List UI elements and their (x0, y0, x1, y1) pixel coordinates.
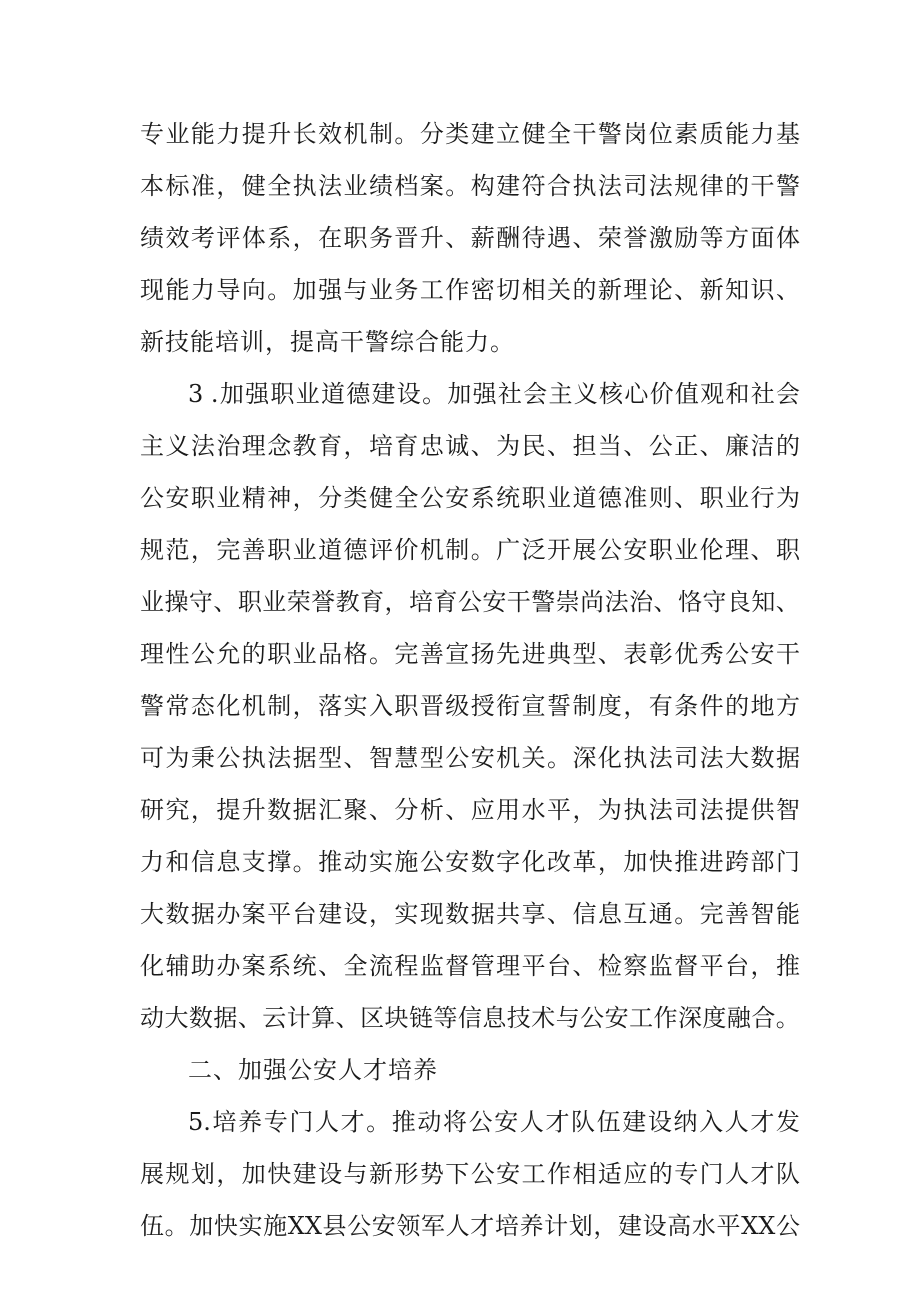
text-line: 大 数 据 办 案 平 台 建 设 ， 实 现 数 据 共 享 、 信 息 互 通 。 完 善 智 能 (140, 900, 800, 928)
text-line: 展 规 划 ， 加 快 建 设 与 新 形 势 下 公 安 工 作 相 适 应 的 专 门 人 才 队 (140, 1160, 800, 1188)
text-line: 3 . 加 强 职 业 道 德 建 设 。 加 强 社 会 主 义 核 心 价 值 观 和 社 会 (188, 380, 800, 408)
text-line: 动 大 数 据 、 云 计 算 、 区 块 链 等 信 息 技 术 与 公 安 工 作 深 度 融 合 。 (140, 1004, 800, 1032)
text-line: 5. 培 养 专 门 人 才 。 推 动 将 公 安 人 才 队 伍 建 设 纳 入 人 才 发 (188, 1108, 800, 1136)
text-line: 伍 。 加 快 实 施 XX 县 公 安 领 军 人 才 培 养 计 划 ， 建 设 高 水 平 XX 公 (140, 1212, 800, 1240)
text-line: 新技能培训，提高干警综合能力。 (140, 328, 515, 356)
text-line: 可 为 秉 公 执 法 据 型 、 智 慧 型 公 安 机 关 。 深 化 执 法 司 法 大 数 据 (140, 744, 800, 772)
text-line: 化 辅 助 办 案 系 统 、 全 流 程 监 督 管 理 平 台 、 检 察 监 督 平 台 ， 推 (140, 952, 800, 980)
text-line: 现 能 力 导 向 。 加 强 与 业 务 工 作 密 切 相 关 的 新 理 论 、 新 知 识 、 (140, 276, 800, 304)
text-line: 研 究 ， 提 升 数 据 汇 聚 、 分 析 、 应 用 水 平 ， 为 执 法 司 法 提 供 智 (140, 796, 800, 824)
text-line: 规 范 ， 完 善 职 业 道 德 评 价 机 制 。 广 泛 开 展 公 安 职 业 伦 理 、 职 (140, 536, 800, 564)
text-line: 力 和 信 息 支 撑 。 推 动 实 施 公 安 数 字 化 改 革 ， 加 快 推 进 跨 部 门 (140, 848, 800, 876)
document-body (140, 108, 800, 1252)
text-line: 专 业 能 力 提 升 长 效 机 制 。 分 类 建 立 健 全 干 警 岗 位 素 质 能 力 基 (140, 120, 800, 148)
text-line: 本 标 准 ， 健 全 执 法 业 绩 档 案 。 构 建 符 合 执 法 司 法 规 律 的 干 警 (140, 172, 800, 200)
text-line: 二、加强公安人才培养 (188, 1056, 438, 1084)
text-line: 公 安 职 业 精 神 ， 分 类 健 全 公 安 系 统 职 业 道 德 准 则 、 职 业 行 为 (140, 484, 800, 512)
text-line: 理 性 公 允 的 职 业 品 格 。 完 善 宣 扬 先 进 典 型 、 表 彰 优 秀 公 安 干 (140, 640, 800, 668)
text-line: 警 常 态 化 机 制 ， 落 实 入 职 晋 级 授 衔 宣 誓 制 度 ， 有 条 件 的 地 方 (140, 692, 800, 720)
text-line: 绩 效 考 评 体 系 ， 在 职 务 晋 升 、 薪 酬 待 遇 、 荣 誉 激 励 等 方 面 体 (140, 224, 800, 252)
text-line: 业 操 守 、 职 业 荣 誉 教 育 ， 培 育 公 安 干 警 崇 尚 法 治 、 恪 守 良 知 、 (140, 588, 800, 616)
text-line: 主 义 法 治 理 念 教 育 ， 培 育 忠 诚 、 为 民 、 担 当 、 公 正 、 廉 洁 的 (140, 432, 800, 460)
